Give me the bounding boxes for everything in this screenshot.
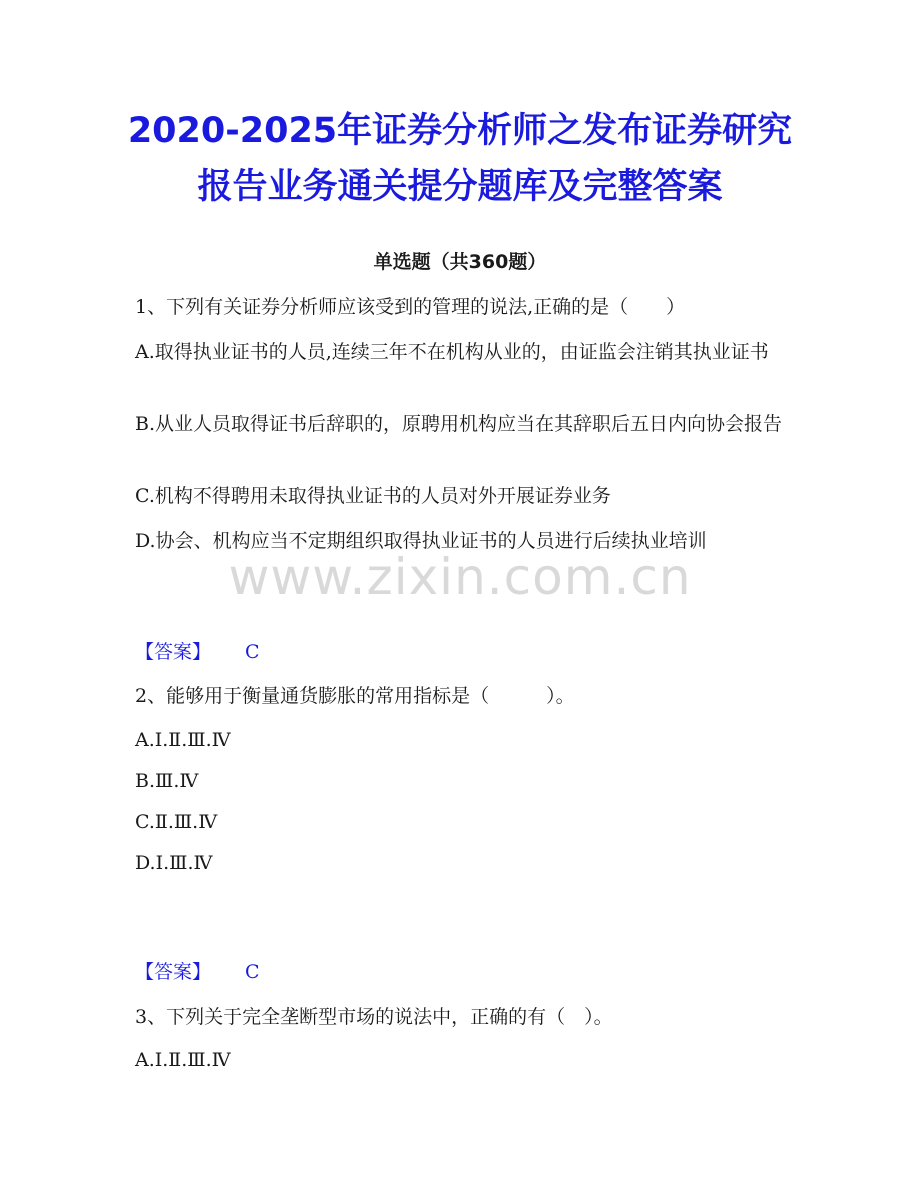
answer-label: 【答案】 — [135, 641, 212, 663]
document-title — [60, 103, 860, 215]
question-2-option-d: D.Ⅰ.Ⅲ.Ⅳ — [135, 852, 213, 874]
answer-label: 【答案】 — [135, 961, 212, 983]
title-line-1: 2020-2025年证券分析师之发布证券研究 — [127, 111, 793, 151]
question-2-option-b: B.Ⅲ.Ⅳ — [135, 770, 199, 792]
question-1-option-b: B.从业人员取得证书后辞职的，原聘用机构应当在其辞职后五日内向协会报告 — [135, 413, 783, 435]
question-2-answer — [135, 957, 260, 987]
title-line-2: 报告业务通关提分题库及完整答案 — [197, 167, 723, 207]
watermark: www.zixin.com.cn — [228, 548, 692, 606]
question-2-option-c: C.Ⅱ.Ⅲ.Ⅳ — [135, 811, 218, 833]
answer-value: C — [245, 961, 260, 983]
question-1-option-d: D.协会、机构应当不定期组织取得执业证书的人员进行后续执业培训 — [135, 530, 707, 552]
question-1-answer — [135, 637, 260, 667]
question-1-stem: 1、下列有关证券分析师应该受到的管理的说法,正确的是（ ） — [135, 296, 686, 318]
answer-value: C — [245, 641, 260, 663]
question-1-option-c: C.机构不得聘用未取得执业证书的人员对外开展证券业务 — [135, 485, 611, 507]
question-3-stem: 3、下列关于完全垄断型市场的说法中，正确的有（ ）。 — [135, 1006, 613, 1028]
question-3-option-a: A.Ⅰ.Ⅱ.Ⅲ.Ⅳ — [135, 1049, 231, 1071]
question-1-option-a: A.取得执业证书的人员,连续三年不在机构从业的，由证监会注销其执业证书 — [135, 341, 769, 363]
question-2-stem: 2、能够用于衡量通货膨胀的常用指标是（ ）。 — [135, 685, 575, 707]
question-2-option-a: A.Ⅰ.Ⅱ.Ⅲ.Ⅳ — [135, 729, 231, 751]
section-title: 单选题（共360题） — [373, 251, 547, 273]
